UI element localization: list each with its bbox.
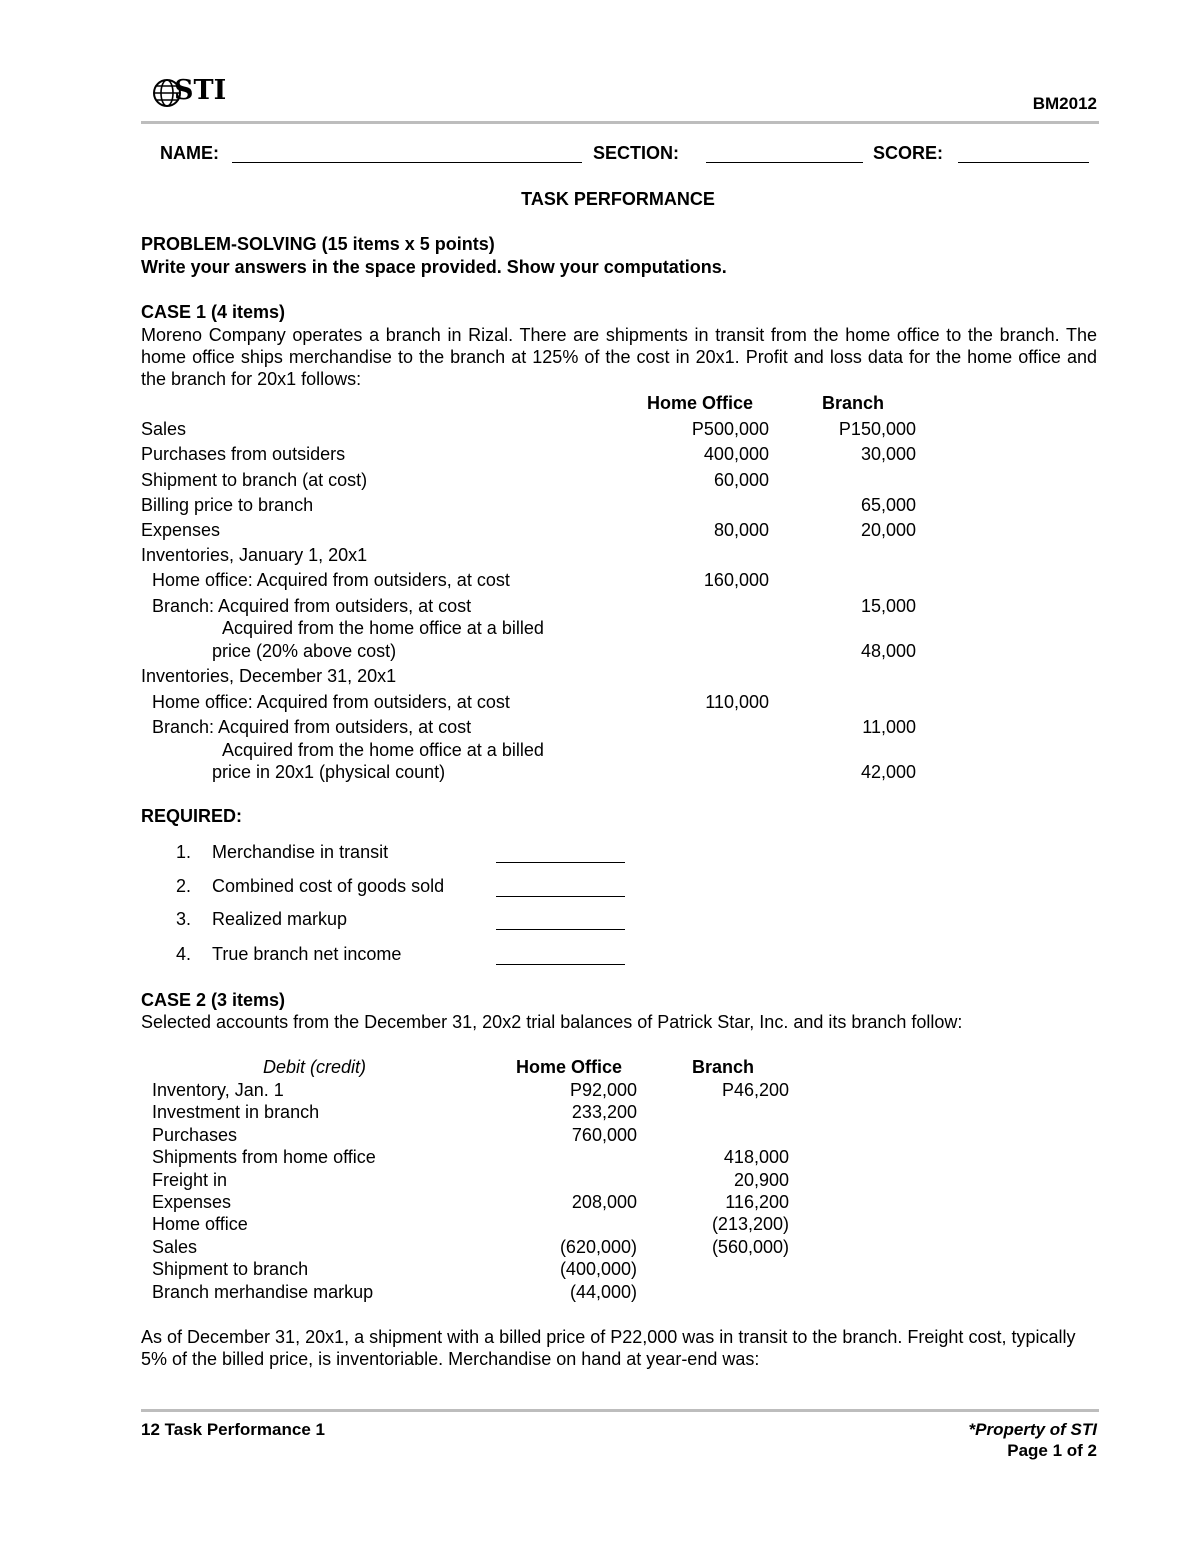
required-item-number: 1. <box>176 842 192 862</box>
required-label: REQUIRED: <box>141 806 243 826</box>
case2-row-branch: 116,200 <box>725 1192 789 1212</box>
case1-row-branch: 20,000 <box>860 520 916 540</box>
footer-page: Page 1 of 2 <box>1007 1441 1097 1460</box>
case2-row-home: (400,000) <box>559 1259 637 1279</box>
case1-row-home: 80,000 <box>713 520 769 540</box>
case2-heading: CASE 2 (3 items) <box>141 990 286 1010</box>
score-label: SCORE: <box>873 143 944 163</box>
case1-row-label: Billing price to branch <box>141 495 314 515</box>
case2-row-label: Shipment to branch <box>152 1259 309 1279</box>
case2-row-home: (620,000) <box>559 1237 637 1257</box>
case1-col-branch: Branch <box>822 393 885 413</box>
case2-row-branch: P46,200 <box>721 1080 789 1100</box>
case2-row-home: 760,000 <box>571 1125 637 1145</box>
score-field[interactable] <box>958 162 1089 163</box>
case1-row-branch: 30,000 <box>860 444 916 464</box>
case1-row-label: Home office: Acquired from outsiders, at cost <box>152 570 510 590</box>
case1-row-branch: 11,000 <box>862 717 916 737</box>
case1-row-label: Branch: Acquired from outsiders, at cost <box>152 717 472 737</box>
case1-row-branch: 48,000 <box>860 641 916 661</box>
footer-divider <box>141 1409 1099 1412</box>
case2-row-label: Home office <box>152 1214 248 1234</box>
case1-row-label: Shipment to branch (at cost) <box>141 470 368 490</box>
case2-row-label: Investment in branch <box>152 1102 320 1122</box>
case2-col-label: Debit (credit) <box>263 1057 367 1077</box>
case1-row-label: Acquired from the home office at a billed <box>222 740 544 760</box>
case1-row-label: Expenses <box>141 520 221 540</box>
case1-row-label: Acquired from the home office at a billed <box>222 618 544 638</box>
case1-row-branch: 42,000 <box>860 762 916 782</box>
case1-row-label: Branch: Acquired from outsiders, at cost <box>152 596 472 616</box>
case2-row-home: 233,200 <box>571 1102 637 1122</box>
case2-row-home: P92,000 <box>569 1080 637 1100</box>
required-item-number: 2. <box>176 876 192 896</box>
required-answer-blank[interactable] <box>496 964 625 965</box>
case1-heading: CASE 1 (4 items) <box>141 302 286 322</box>
case1-row-label: price (20% above cost) <box>212 641 397 661</box>
case2-row-label: Branch merhandise markup <box>152 1282 374 1302</box>
course-code: BM2012 <box>1032 94 1097 113</box>
case2-row-branch: 20,900 <box>733 1170 789 1190</box>
logo-text: STI <box>174 75 227 106</box>
case2-row-label: Shipments from home office <box>152 1147 376 1167</box>
case2-paragraph: Selected accounts from the December 31, 20x2 trial balances of Patrick Star, Inc. and its branch follow: <box>141 1012 963 1032</box>
case1-row-label: price in 20x1 (physical count) <box>212 762 446 782</box>
case2-col-home: Home Office <box>516 1057 623 1077</box>
required-item-text: Merchandise in transit <box>212 842 389 862</box>
case1-paragraph: Moreno Company operates a branch in Rizal. There are shipments in transit from the home office to the branch. The home office ships merchandise to the branch at 125% of the cost in 20x1. Profit and loss data for the home office and the branch for 20x1 follows: <box>141 325 1097 389</box>
case1-row-home: P500,000 <box>691 419 769 439</box>
case1-row-label: Inventories, January 1, 20x1 <box>141 545 368 565</box>
case1-row-label: Inventories, December 31, 20x1 <box>141 666 397 686</box>
case2-row-label: Purchases <box>152 1125 238 1145</box>
case1-col-home: Home Office <box>647 393 754 413</box>
section-field[interactable] <box>706 162 863 163</box>
page-title: TASK PERFORMANCE <box>521 189 715 209</box>
case2-col-branch: Branch <box>692 1057 755 1077</box>
instructions-subheading: Write your answers in the space provided. Show your computations. <box>141 257 727 277</box>
instructions-heading: PROBLEM-SOLVING (15 items x 5 points) <box>141 234 495 254</box>
case2-row-home: (44,000) <box>569 1282 637 1302</box>
case2-row-home: 208,000 <box>571 1192 637 1212</box>
footer-left: 12 Task Performance 1 <box>141 1420 325 1439</box>
header-divider <box>141 121 1099 124</box>
case2-row-label: Expenses <box>152 1192 232 1212</box>
case1-row-branch: 15,000 <box>860 596 916 616</box>
case1-row-label: Home office: Acquired from outsiders, at cost <box>152 692 510 712</box>
case1-row-label: Purchases from outsiders <box>141 444 346 464</box>
required-item-number: 4. <box>176 944 192 964</box>
case1-row-home: 110,000 <box>705 692 769 712</box>
case2-row-label: Freight in <box>152 1170 228 1190</box>
name-field[interactable] <box>232 162 582 163</box>
name-label: NAME: <box>160 143 219 163</box>
case2-row-label: Inventory, Jan. 1 <box>152 1080 284 1100</box>
case1-row-branch: 65,000 <box>860 495 916 515</box>
case2-row-branch: (213,200) <box>711 1214 789 1234</box>
case1-row-home: 400,000 <box>703 444 769 464</box>
section-label: SECTION: <box>593 143 680 163</box>
case2-row-branch: (560,000) <box>711 1237 789 1257</box>
required-answer-blank[interactable] <box>496 929 625 930</box>
case1-row-branch: P150,000 <box>838 419 916 439</box>
required-item-text: True branch net income <box>212 944 402 964</box>
case1-row-home: 160,000 <box>703 570 769 590</box>
case1-row-label: Sales <box>141 419 187 439</box>
required-item-text: Combined cost of goods sold <box>212 876 445 896</box>
required-item-number: 3. <box>176 909 192 929</box>
required-item-text: Realized markup <box>212 909 348 929</box>
required-answer-blank[interactable] <box>496 862 625 863</box>
case2-row-label: Sales <box>152 1237 198 1257</box>
footer-property: *Property of STI <box>968 1420 1097 1439</box>
case1-row-home: 60,000 <box>713 470 769 490</box>
required-answer-blank[interactable] <box>496 896 625 897</box>
case2-closing: As of December 31, 20x1, a shipment with a billed price of P22,000 was in transit to the branch. Freight cost, typically 5% of the billed price, is inventoriable. Merchandise on hand at year-end was: <box>141 1327 1076 1369</box>
case2-row-branch: 418,000 <box>723 1147 789 1167</box>
